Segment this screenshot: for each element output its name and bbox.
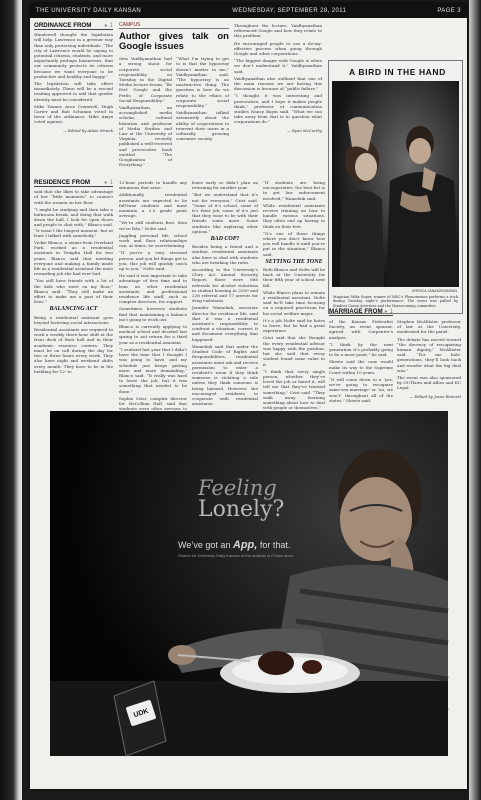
- residence-paragraph: said that she likes to take advantage of her “little moments” to connect with the women on her floor.: [34, 189, 113, 205]
- campus-paragraph: “The biggest danger with Google is when we don’t understand it,” Vaidhyanathan said.: [234, 58, 322, 74]
- residence-paragraph: Sometimes, however, students find that maintaining a balance isn’t going to work out.: [119, 306, 187, 322]
- residence-paragraph: “I might be studying and then take a bathroom break, and doing that walk down the hall, I look for open doors and people to chat with,” Blanco said. “It wasn’t the longest moment, but at least I talked with somebody.”: [34, 206, 113, 238]
- residence-paragraph: While residential assistants receive training on how to handle various situations, they often end up having to think on their feet.: [263, 202, 325, 229]
- ad-photo: [50, 411, 448, 756]
- marriage-byline: — Edited by Jason Bennett: [409, 393, 461, 399]
- campus-story-continued: [234, 23, 322, 173]
- residence-paragraph: It’s a job Nolte said he hates to leave, but he had a great experience.: [263, 317, 325, 334]
- marriage-paragraph: Sheetz said the case would make its way to the Supreme Court within 10 years.: [329, 359, 393, 375]
- campus-paragraph: Throughout the lecture, Vaidhyanathan referenced Google and how they relate to this problem.: [234, 23, 322, 39]
- scanner-edge-right: [469, 0, 481, 800]
- masthead-paper-name: THE UNIVERSITY DAILY KANSAN: [36, 7, 142, 14]
- residence-paragraph: Sophie Crist, complex director for McCollum Hall, said that students were often nervous to: [119, 395, 187, 412]
- ordinance-header: ORDINANCE FROM ▸ 1: [34, 22, 113, 29]
- bird-in-hand-feature: [328, 60, 463, 314]
- scanner-edge-left: [0, 0, 22, 800]
- residence-paragraph: Wamelink said that under the Student Code of Rights and Responsibilities, residential assistants must ask and receive permission to enter a resident’s room if they think someone is violating a rule unless they think someone is being harmed. However, she encouraged residents to cooperate with residential assistants.: [192, 343, 258, 407]
- residence-paragraph: Crist said that she thought the every residential advisor was happy with the position, but she said that every student found some value to it.: [263, 335, 325, 367]
- ordinance-paragraph: The legislation will take effect immediately. There will be a second reading approved to add that gender identity must be considered.: [34, 81, 113, 102]
- residence-paragraph: He said it was important to take advantage of free time and to lean on other residential assistants and professional residence life staff, such as complex directors, for support.: [119, 273, 187, 305]
- magician-photo: [332, 81, 459, 287]
- marriage-paragraph: The event was also sponsored by OUTlaws and Allies and KU Legal.: [397, 375, 461, 391]
- residence-paragraph: Jennifer Wamelink, associate director for residence life, said that it was a residential assistant’s responsibility to confront a situation, correct it and document everything that happened.: [192, 305, 258, 342]
- residence-paragraph: Additionally, residential assistants are expected to be full-time students and must maintain a 2.5 grade point average.: [119, 192, 187, 219]
- ad-lonely: Lonely?: [198, 497, 285, 522]
- campus-label: CAMPUS: [119, 23, 229, 29]
- ordinance-paragraph: Mike Tenner, Aron Cromwell, Hugh Carter and Bob Schumm voted in favor of the ordinance. Mike Amyx voted against.: [34, 103, 113, 125]
- residence-paragraph: “If you’re a very stressed person, and you let things get to you, this job will quickly catch up to you,” Nolte said.: [119, 250, 187, 272]
- campus-byline: — Ryan McCarthy: [287, 127, 322, 133]
- residence-subhead: SETTING THE TONE: [265, 258, 323, 265]
- campus-paragraph: Vaidhyanathan talked extensively about the ability of corporations to reinvent their users in a culturally growing consumer society.: [176, 110, 229, 142]
- campus-paragraph: Siva Vaidhyanathan had a strong shout for corporate social responsibility on Tuesday in the Digital Media lecture forum. “Be Evil: Google and the Perils of Corporate Social Responsibility.”: [119, 56, 172, 103]
- residence-paragraph: Juggling personal life, school work and floor relationships can, at times, be overwhelming.: [119, 232, 187, 249]
- masthead-date: WEDNESDAY, SEPTEMBER 28, 2011: [232, 7, 347, 14]
- marriage-column-left: [329, 319, 393, 407]
- marriage-paragraph: Stephen McAllister, professor of law at the University, moderated for the panel.: [397, 319, 461, 335]
- udk-logo-icon: UDK: [126, 699, 157, 726]
- ad-search-instructions: Search for University Daily Kansan at the Android or iTunes store.: [178, 553, 295, 558]
- ad-headline: [198, 477, 284, 521]
- residence-paragraph: Besides being a friend and a student, residential assistants also have to deal with students who are breaking the rules.: [192, 244, 258, 265]
- residence-paragraph: “I realized last year that I didn’t have the time that I thought I was going to have, and my schedule just keeps getting more and more demanding,” Blanco said. “It really was hard to leave the job, but it was something that needed to be done.”: [119, 346, 187, 394]
- udk-app-advertisement: [50, 411, 448, 756]
- campus-headline: Author gives talk on Google issues: [119, 31, 229, 53]
- ordinance-column: [34, 23, 113, 173]
- marriage-header: MARRIAGE FROM ▸ 1: [329, 308, 393, 315]
- photo-caption: Magician Mike Super, winner of NBC’s Phenomenon performs a trick during Tuesday night’s performance. The event was pulled by Student Union Activities and the Homecoming committee.: [333, 295, 458, 308]
- marriage-paragraph: “I think by the next generation it’s probably going to be a moot point,” he said.: [329, 341, 393, 358]
- campus-story: [119, 23, 229, 173]
- bird-feature-title: A BIRD IN THE HAND: [349, 67, 446, 77]
- residence-paragraph: “But we understand that it’s not for everyone,” Crist said. “Some of it’s school, some of it’s their job, some of it’s just that they want to be with their friends some more. Some students like exploring other options.”: [192, 192, 258, 234]
- masthead: [30, 3, 467, 18]
- ad-tagline: [178, 539, 290, 551]
- residence-paragraph: leave early or didn’t plan on returning for another year.: [192, 180, 258, 191]
- marriage-paragraph: The debate has moved toward “the decency of recognizing human dignity,” McAllister said. “For me kids’ generations, they’ll look back and wonder what the big deal was.”: [397, 336, 461, 373]
- campus-paragraph: “I thought it was interesting and provocative, and I hope it makes people think,” professor of communication studies Nancy Baym said. “What we can take away from that is to question what corporations do.”: [234, 93, 322, 125]
- residence-paragraph: Blanco is currently applying to medical school and decided last spring to not return for a third year as a residential assistant.: [119, 324, 187, 345]
- residence-header: RESIDENCE FROM ▸ 1: [34, 179, 113, 186]
- residence-column-3: [192, 180, 258, 408]
- residence-paragraph: While Blanco plans to remain a residential assistant, Nolte said he’ll take time focusing on a required practicum for his social welfare major.: [263, 289, 325, 316]
- campus-paragraph: Vaidhyanathan also outlined that one of the main reasons we are having this discussion is because of “public failure.”: [234, 75, 322, 92]
- ad-tagline-app: App,: [232, 539, 258, 551]
- ad-feeling: Feeling: [198, 476, 277, 500]
- residence-paragraph: According to the University’s Clery Act Annual Security Report, there were 686 referrals for alcohol violations in student housing in 2009 and 238 referral and 17 arrests for drug violations.: [192, 267, 258, 304]
- residence-paragraph: Both Blanco and Nolte will be back at the University for their fifth year of school next fall.: [263, 267, 326, 288]
- ordinance-byline: — Edited by Adam Strunk: [63, 127, 113, 133]
- residence-subhead: BAD COP?: [210, 236, 240, 243]
- residence-paragraph: “It’s one of those things where you don’t know how you will handle it until you’re put in the situation,” Blanco said.: [263, 230, 325, 257]
- ordinance-paragraph: Wandswell thought the legislation will help. Lawrence in a greener way than only protecting individuals. “The city of Lawrence would be saying to potential citizens, students, and more importantly perhaps businesses, that our community protects its citizens because we want everyone to be productive and healthy and happy.”: [34, 32, 113, 79]
- residence-paragraph: “We’re still students first, then we’re RAs,” Nolte said.: [119, 220, 187, 231]
- residence-column: [34, 180, 113, 410]
- ad-tagline-post: for that.: [257, 540, 291, 550]
- marriage-paragraph: of the Kansas Federalist Society, an event sponsor, agreed with Carpenter’s analysis.: [329, 319, 393, 340]
- residence-paragraph: Vickie Blanco, a senior from Overland Park, worked as a residential assistant in Templin Hall for two years. Blanco said that meeting everyone and making a family made life as a residential assistant the most rewarding job she had ever had.: [34, 240, 113, 277]
- newspaper-page: [30, 3, 467, 789]
- ad-tagline-pre: We’ve got an: [178, 540, 233, 550]
- marriage-column-right: [397, 319, 461, 407]
- residence-column-2: [119, 180, 187, 412]
- marriage-header-wrap: [329, 309, 393, 319]
- photo-credit: JESSICA JANASZ/KANSAN: [411, 289, 457, 293]
- marriage-paragraph: “It will come down to a ‘yes, we’re going to recognize same-sex marriage’ or ‘no, we won’t’ throughout all of the states,” Sheetz said.: [329, 377, 393, 403]
- campus-paragraph: Vaidhyanathan, an accomplished media scholar, cultural historian and professor of Media Studies and Law at the University of Virginia, recently published a well-received and provocative book entitled “The Googlization of Everything.”: [119, 105, 173, 168]
- campus-paragraph: “What I’m trying to get to is that the hypocrisy doesn’t matter to me,” Vaidhyanathan said. “The hypocrisy is an unattractive thing. The question is how do we relate to the ethics of corporate social responsibility.”: [176, 56, 229, 109]
- residence-subhead: BALANCING ACT: [49, 306, 98, 313]
- masthead-page-number: PAGE 3: [437, 7, 461, 14]
- residence-paragraph: 12-hour periods to handle any situations that arise.: [119, 180, 187, 191]
- residence-paragraph: “I think that every single person, whether they’ve loved the job or hated it, will tell me that they’ve learned something,” Crist said. “They walk away learning something about how to deal with people or themselves.”: [263, 368, 325, 411]
- residence-column-4: [263, 180, 326, 411]
- residence-paragraph: “You still have friends with a lot of the kids who were on my floor,” Blanco said. “They still make an effort to make me a part of their lives.”: [34, 278, 113, 305]
- residence-paragraph: Residential assistants are required to work a weekly three-hour shift at the front desk of their hall and in their academic resource centers. They must be on call during the day for two or three hours every week. They also have night and weekend shifts every month. They have to be in the building for 12- to: [34, 327, 113, 374]
- campus-paragraph: He encouraged people to use a do-my-effective process when going through Google and other corporations.: [234, 40, 322, 57]
- residence-paragraph: “If students are being uncooperative, the best bet is to get law enforcement involved,” Wamelink said.: [263, 180, 325, 201]
- residence-paragraph: Being a residential assistant goes beyond fostering social interactions.: [34, 314, 113, 325]
